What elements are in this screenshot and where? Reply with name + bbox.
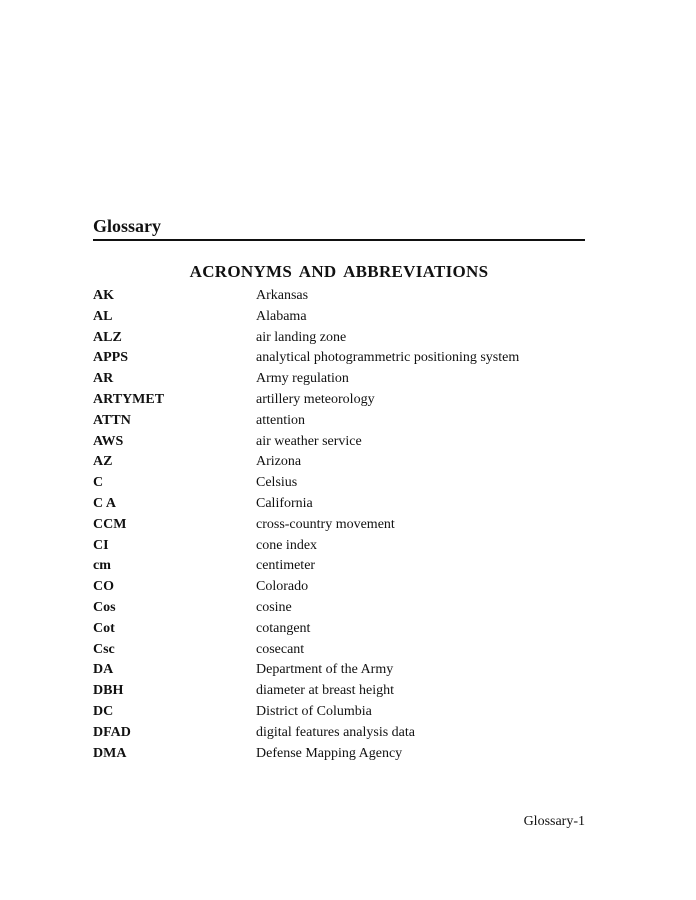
glossary-entry: [93, 662, 593, 682]
glossary-entry: [93, 579, 593, 599]
glossary-entry: [93, 725, 593, 745]
glossary-entry: [93, 621, 593, 641]
glossary-entry: [93, 558, 593, 578]
entry-definition: cotangent: [256, 620, 311, 636]
entry-abbreviation: CI: [93, 537, 109, 553]
entry-abbreviation: CO: [93, 579, 114, 595]
entry-definition: diameter at breast height: [256, 683, 394, 699]
entry-abbreviation: ATTN: [93, 412, 131, 428]
glossary-entry: [93, 642, 593, 662]
section-title: ACRONYMS AND ABBREVIATIONS: [189, 262, 489, 281]
glossary-entry: [93, 371, 593, 391]
entry-definition: Army regulation: [256, 371, 349, 387]
glossary-entry: [93, 434, 593, 454]
entry-definition: analytical photogrammetric positioning system: [256, 350, 520, 366]
entry-definition: air landing zone: [256, 329, 347, 345]
entry-definition: Department of the Army: [256, 662, 394, 678]
heading-rule: [93, 239, 585, 241]
entry-definition: Colorado: [256, 579, 309, 595]
entry-abbreviation: APPS: [93, 350, 128, 366]
glossary-entry: [93, 309, 593, 329]
entry-definition: Arizona: [256, 454, 302, 470]
entry-definition: air weather service: [256, 433, 362, 449]
entry-abbreviation: AZ: [93, 454, 113, 470]
entry-abbreviation: C A: [93, 496, 116, 511]
glossary-entry: [93, 517, 593, 537]
entry-abbreviation: DC: [93, 704, 114, 719]
entry-abbreviation: AWS: [93, 433, 124, 449]
entry-abbreviation: AL: [93, 308, 113, 324]
glossary-entry: [93, 475, 593, 495]
glossary-entry: [93, 392, 593, 412]
glossary-entry: [93, 288, 593, 308]
entry-definition: cosecant: [256, 641, 305, 657]
glossary-entry: [93, 496, 593, 516]
entry-abbreviation: DMA: [93, 745, 127, 761]
entry-abbreviation: DBH: [93, 683, 124, 699]
entry-definition: Arkansas: [256, 288, 309, 303]
entry-definition: cosine: [256, 600, 292, 615]
entry-definition: Alabama: [256, 308, 307, 324]
entry-abbreviation: ARTYMET: [93, 392, 165, 407]
entry-definition: California: [256, 496, 313, 511]
entry-definition: cone index: [256, 537, 318, 553]
entry-definition: District of Columbia: [256, 704, 372, 719]
glossary-entry: [93, 350, 593, 370]
entry-definition: artillery meteorology: [256, 392, 375, 407]
page-heading: Glossary: [93, 216, 162, 236]
entry-abbreviation: DA: [93, 662, 114, 678]
glossary-entry: [93, 600, 593, 620]
entry-abbreviation: Csc: [93, 641, 115, 657]
glossary-entry: [93, 454, 593, 474]
entry-definition: Defense Mapping Agency: [256, 745, 403, 761]
glossary-entry: [93, 538, 593, 558]
entry-abbreviation: cm: [93, 558, 111, 574]
entry-abbreviation: AR: [93, 371, 114, 387]
glossary-entry: [93, 413, 593, 433]
entry-definition: attention: [256, 412, 305, 428]
entry-definition: Celsius: [256, 475, 298, 491]
entry-abbreviation: Cos: [93, 600, 116, 615]
glossary-entry: [93, 704, 593, 724]
glossary-entry: [93, 330, 593, 350]
entry-abbreviation: Cot: [93, 620, 115, 636]
entry-abbreviation: DFAD: [93, 724, 131, 740]
entry-abbreviation: ALZ: [93, 329, 122, 345]
entry-definition: digital features analysis data: [256, 724, 415, 740]
entry-definition: centimeter: [256, 558, 316, 574]
entry-abbreviation: AK: [93, 288, 114, 303]
page-number: Glossary-1: [523, 814, 585, 829]
glossary-entry: [93, 683, 593, 703]
entry-abbreviation: C: [93, 475, 104, 491]
entry-definition: cross-country movement: [256, 516, 395, 532]
entry-abbreviation: CCM: [93, 516, 127, 532]
glossary-entry: [93, 746, 593, 766]
